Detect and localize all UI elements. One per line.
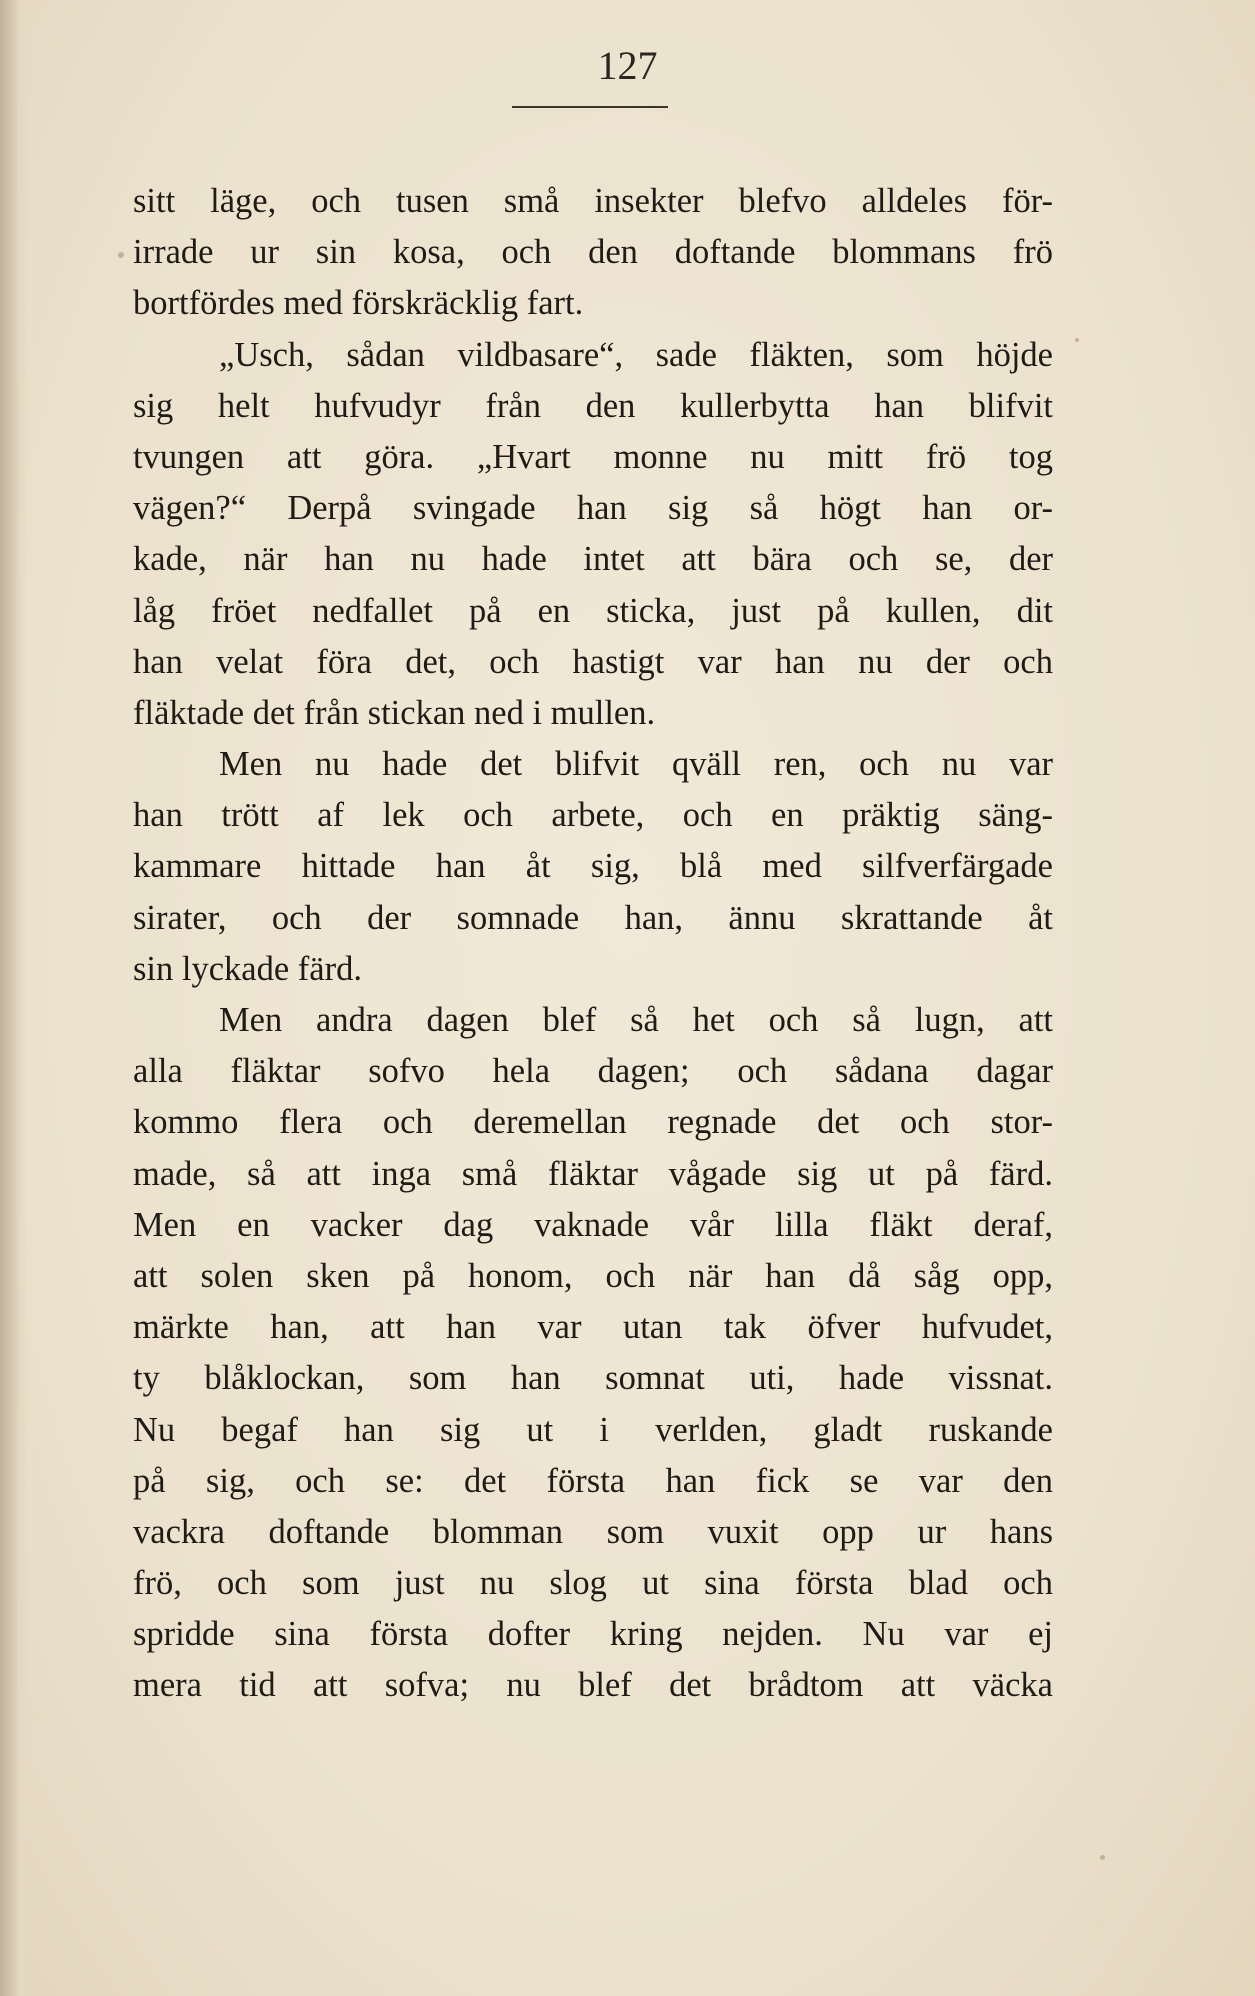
text-line: Men andra dagen blef så het och så lugn, att [219, 1001, 1053, 1039]
text-line: Men en vacker dag vaknade vår lilla fläkt deraf, [133, 1205, 1053, 1244]
text-line: fläktade det från stickan ned i mullen. [133, 693, 656, 732]
text-line: ty blåklockan, som han somnat uti, hade vissnat. [133, 1359, 1053, 1398]
page-gutter-shadow [0, 0, 28, 1996]
text-line: sig helt hufvudyr från den kullerbytta han blifvit [133, 386, 1053, 425]
text-line: att solen sken på honom, och när han då såg opp, [133, 1256, 1053, 1295]
text-line: mera tid att sofva; nu blef det brådtom att väcka [133, 1666, 1053, 1705]
page-number: 127 [597, 43, 658, 88]
text-line: irrade ur sin kosa, och den doftande blommans frö [133, 233, 1053, 272]
text-line: låg fröet nedfallet på en sticka, just på kullen, dit [133, 591, 1053, 630]
text-line: frö, och som just nu slog ut sina första blad och [133, 1564, 1053, 1603]
text-line: made, så att inga små fläktar vågade sig ut på färd. [133, 1154, 1053, 1193]
paper-speck [1075, 338, 1079, 342]
text-line: alla fläktar sofvo hela dagen; och sådana dagar [133, 1052, 1053, 1091]
text-line: Nu begaf han sig ut i verlden, gladt ruskande [133, 1410, 1053, 1449]
text-line: sitt läge, och tusen små insekter blefvo alldeles för- [133, 182, 1053, 220]
text-line: „Usch, sådan vildbasare“, sade fläkten, som höjde [219, 335, 1053, 374]
header-rule [512, 106, 668, 108]
text-line: tvungen att göra. „Hvart monne nu mitt frö tog [133, 437, 1053, 476]
text-line: han velat föra det, och hastigt var han nu der och [133, 642, 1053, 681]
paper-speck [1100, 1855, 1105, 1860]
body-text [133, 176, 1053, 1712]
paper-speck [118, 252, 124, 258]
text-line: på sig, och se: det första han fick se var den [133, 1461, 1053, 1500]
text-line: kommo flera och deremellan regnade det och stor- [133, 1103, 1053, 1142]
text-line: vackra doftande blomman som vuxit opp ur hans [133, 1512, 1053, 1551]
text-line: Men nu hade det blifvit qväll ren, och nu var [219, 745, 1053, 784]
text-line: spridde sina första dofter kring nejden. Nu var ej [133, 1615, 1053, 1654]
text-line: sirater, och der somnade han, ännu skrattande åt [133, 898, 1053, 937]
text-line: han trött af lek och arbete, och en präktig säng- [133, 796, 1053, 835]
text-line: kammare hittade han åt sig, blå med silfverfärgade [133, 847, 1053, 886]
text-line: kade, när han nu hade intet att bära och se, der [133, 540, 1053, 579]
text-line: vägen?“ Derpå svingade han sig så högt han or- [133, 489, 1053, 528]
text-line: märkte han, att han var utan tak öfver hufvudet, [133, 1308, 1053, 1347]
text-line: sin lyckade färd. [133, 949, 362, 988]
text-line: bortfördes med förskräcklig fart. [133, 284, 584, 323]
